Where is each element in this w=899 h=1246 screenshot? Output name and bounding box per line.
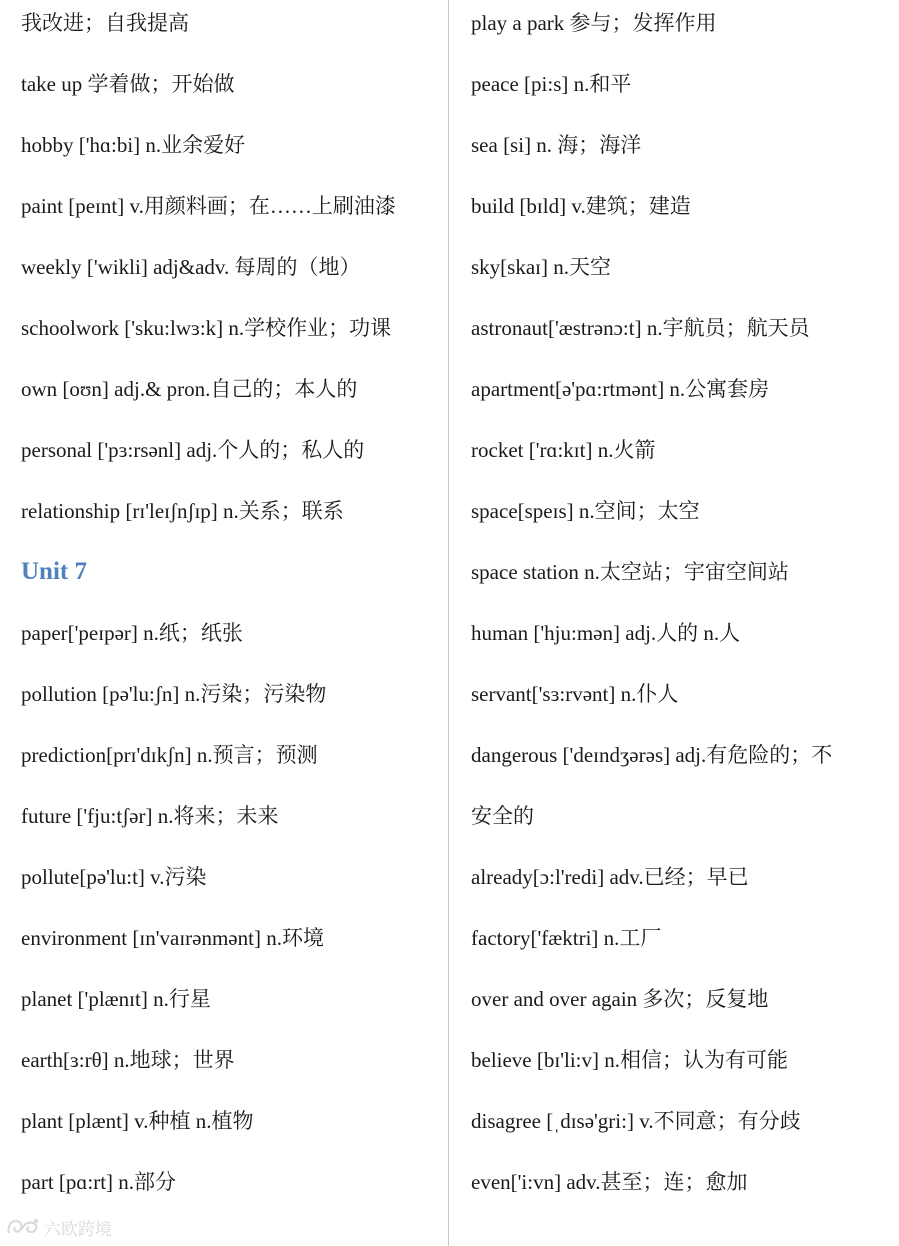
vocab-entry: prediction[prɪ'dɪkʃn] n.预言；预测 [21, 743, 318, 767]
vocab-entry: servant['sɜ:rvənt] n.仆人 [471, 682, 679, 706]
vocab-entry: pollution [pə'lu:ʃn] n.污染；污染物 [21, 682, 327, 706]
vocab-entry: space[speɪs] n.空间；太空 [471, 499, 700, 523]
vocab-entry: weekly ['wikli] adj&adv. 每周的（地） [21, 255, 361, 279]
vocab-entry: sky[skaɪ] n.天空 [471, 255, 611, 279]
vocab-entry: astronaut['æstrənɔ:t] n.宇航员；航天员 [471, 316, 810, 340]
vocab-entry: hobby ['hɑ:bi] n.业余爱好 [21, 133, 246, 157]
watermark [6, 1215, 112, 1239]
vocab-entry: take up 学着做；开始做 [21, 72, 235, 96]
vocab-entry: personal ['pɜ:rsənl] adj.个人的；私人的 [21, 438, 365, 462]
vocab-entry: human ['hju:mən] adj.人的 n.人 [471, 621, 741, 645]
vocab-entry: relationship [rɪ'leɪʃnʃɪp] n.关系；联系 [21, 499, 344, 523]
column-divider [448, 0, 449, 1246]
vocab-entry: pollute[pə'lu:t] v.污染 [21, 865, 207, 889]
vocab-entry: believe [bɪ'li:v] n.相信；认为有可能 [471, 1048, 788, 1072]
vocab-entry: factory['fæktri] n.工厂 [471, 926, 662, 950]
vocab-entry: earth[ɜ:rθ] n.地球；世界 [21, 1048, 235, 1072]
vocab-entry: 我改进；自我提高 [21, 11, 189, 35]
vocab-entry: apartment[ə'pɑ:rtmənt] n.公寓套房 [471, 377, 770, 401]
watermark-text: 六欧跨境 [44, 1219, 112, 1240]
vocab-entry: build [bɪld] v.建筑；建造 [471, 194, 691, 218]
vocab-entry: already[ɔ:l'redi] adv.已经；早已 [471, 865, 749, 889]
vocab-entry: even['i:vn] adv.甚至；连；愈加 [471, 1170, 748, 1194]
vocab-entry: paper['peɪpər] n.纸；纸张 [21, 621, 243, 645]
vocab-entry: over and over again 多次；反复地 [471, 987, 769, 1011]
vocab-entry: plant [plænt] v.种植 n.植物 [21, 1109, 254, 1133]
vocab-entry: planet ['plænɪt] n.行星 [21, 987, 211, 1011]
vocab-entry: sea [si] n. 海；海洋 [471, 133, 642, 157]
vocab-entry: schoolwork ['sku:lwɜ:k] n.学校作业；功课 [21, 316, 392, 340]
watermark-logo-icon [6, 1217, 40, 1237]
vocab-entry: part [pɑ:rt] n.部分 [21, 1170, 177, 1194]
vocab-entry: space station n.太空站；宇宙空间站 [471, 560, 789, 584]
vocab-entry: environment [ɪn'vaɪrənmənt] n.环境 [21, 926, 324, 950]
vocab-entry: play a park 参与；发挥作用 [471, 11, 717, 35]
vocab-entry: dangerous ['deɪndʒərəs] adj.有危险的；不 [471, 743, 833, 767]
vocab-entry: disagree [ˌdɪsə'gri:] v.不同意；有分歧 [471, 1109, 801, 1133]
vocab-entry: own [oʊn] adj.& pron.自己的；本人的 [21, 377, 358, 401]
vocab-entry-continued: 安全的 [471, 804, 534, 828]
vocab-entry: future ['fju:tʃər] n.将来；未来 [21, 804, 279, 828]
vocab-entry: paint [peɪnt] v.用颜料画；在……上刷油漆 [21, 194, 396, 218]
vocab-entry: peace [pi:s] n.和平 [471, 72, 632, 96]
unit-heading: Unit 7 [21, 558, 87, 585]
vocab-entry: rocket ['rɑ:kɪt] n.火箭 [471, 438, 656, 462]
